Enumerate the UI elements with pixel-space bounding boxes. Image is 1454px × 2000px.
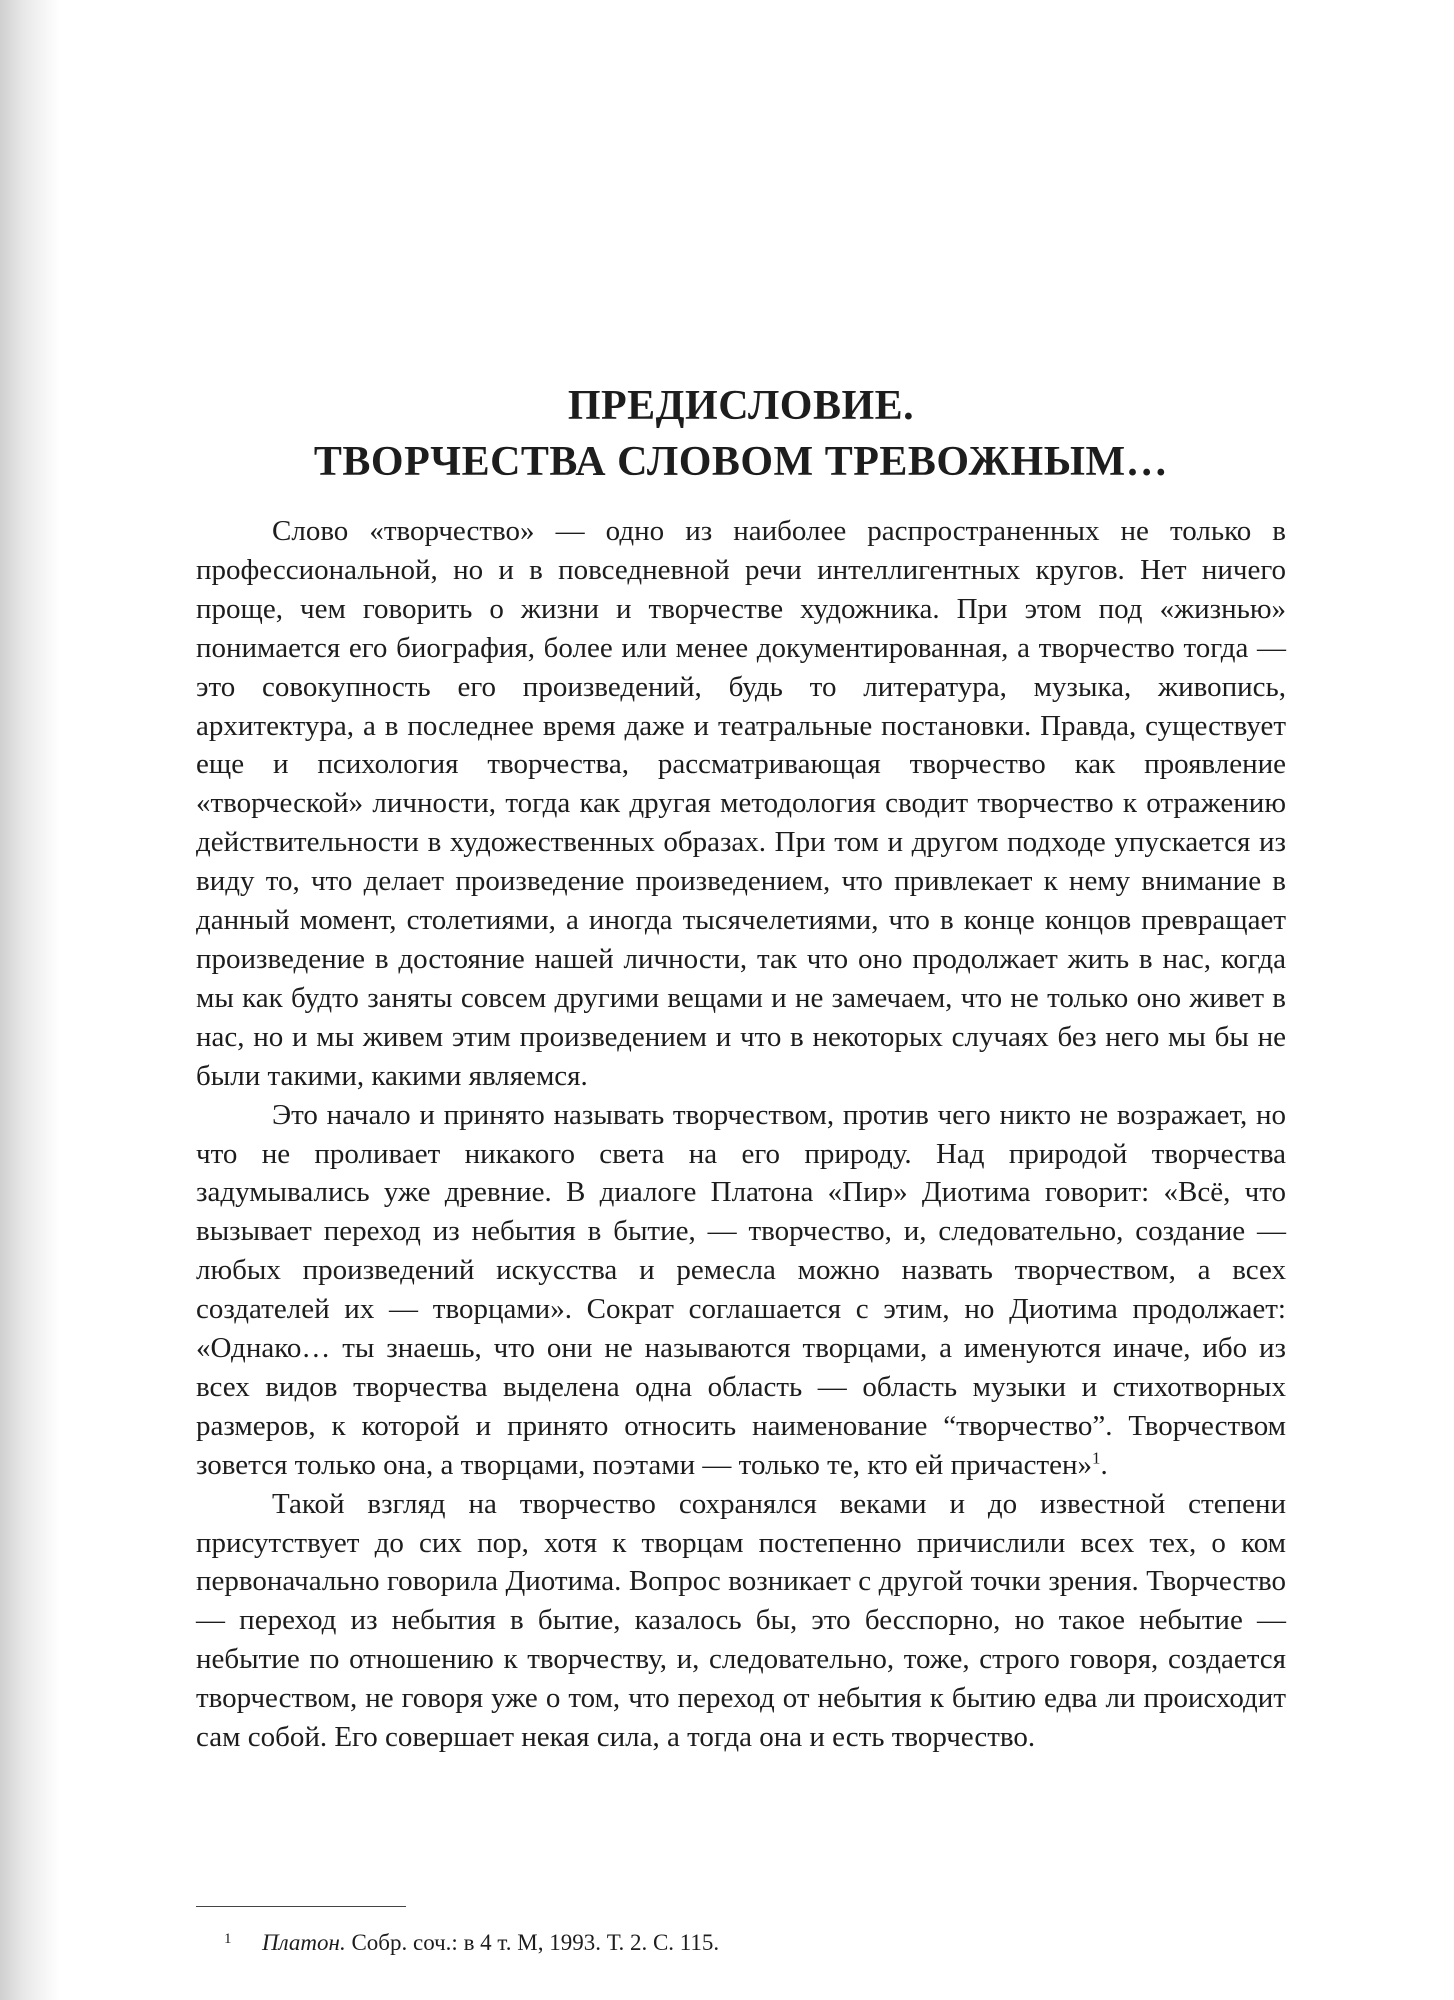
paragraph-2-text: Это начало и принято называть творчеством, против чего никто не возражает, но что не проливает никакого света на его природу. Над природой творчества задумывались уже древние. В диалоге Платона «Пир» Диотима говорит: «Всё, что вызывает переход из небытия в бытие, — творчество, и, следовательно, создание — любых произведений искусства и ремесла можно назвать творчеством, а всех создателей их — творцами». Сократ соглашается с этим, но Диотима продолжает: «Однако… ты знаешь, что они не называются творцами, а именуются иначе, ибо из всех видов творчества выделена одна область — область музыки и стихотворных размеров, к которой и принято относить наименование “творчество”. Творчеством зовется только она, а творцами, поэтами — только те, кто ей причастен» bbox=[196, 1098, 1286, 1481]
chapter-title bbox=[196, 378, 1286, 490]
body-text bbox=[196, 512, 1286, 1757]
footnote-author: Платон. bbox=[262, 1930, 346, 1955]
paragraph-1: Слово «творчество» — одно из наиболее распространенных не только в профессиональной, но и в повседневной речи интеллигентных кругов. Нет ничего проще, чем говорить о жизни и творчестве художника. При этом под «жизнью» понимается его биография, более или менее документированная, а творчество тогда — это совокупность его произведений, будь то литература, музыка, живопись, архитектура, а в последнее время даже и театральные постановки. Правда, существует еще и психология творчества, рассматривающая творчество как проявление «творческой» личности, тогда как другая методология сводит творчество к отражению действительности в художественных образах. При том и другом подходе упускается из виду то, что делает произведение произведением, что привлекает к нему внимание в данный момент, столетиями, а иногда тысячелетиями, что в конце концов превращает произведение в достояние нашей личности, так что оно продолжает жить в нас, когда мы как будто заняты совсем другими вещами и не замечаем, что не только оно живет в нас, но и мы живем этим произведением и что в некоторых случаях без него мы бы не были такими, какими являемся. bbox=[196, 515, 1286, 1092]
chapter-title-line-1: ПРЕДИСЛОВИЕ. bbox=[567, 383, 915, 429]
footnote-text: Собр. соч.: в 4 т. М, 1993. Т. 2. С. 115. bbox=[345, 1930, 720, 1955]
chapter-title-line-2: ТВОРЧЕСТВА СЛОВОМ ТРЕВОЖНЫМ… bbox=[313, 439, 1169, 485]
paragraph-2: Это начало и принято называть творчеством, против чего никто не возражает, но что не проливает никакого света на его природу. Над природой творчества задумывались уже древние. В диалоге Платона «Пир» Диотима говорит: «Всё, что вызывает переход из небытия в бытие, — творчество, и, следовательно, создание — любых произведений искусства и ремесла можно назвать творчеством, а всех создателей их — творцами». Сократ соглашается с этим, но Диотима продолжает: «Однако… ты знаешь, что они не называются творцами, а именуются иначе, ибо из всех видов творчества выделена одна область — область музыки и стихотворных размеров, к которой и принято относить наименование “творчество”. Творчеством зовется только она, а творцами, поэтами — только те, кто ей причастен»$^1$. bbox=[196, 1098, 1286, 1481]
footnote-divider bbox=[196, 1906, 406, 1907]
spine-shadow bbox=[0, 0, 60, 2000]
footnote-number: 1 bbox=[224, 1931, 232, 1947]
page-content bbox=[196, 378, 1286, 1757]
footnote bbox=[224, 1928, 719, 1958]
footnote-reference: 1 bbox=[1092, 1448, 1101, 1468]
paragraph-3: Такой взгляд на творчество сохранялся веками и до известной степени присутствует до сих пор, хотя к творцам постепенно причислили всех тех, о ком первоначально говорила Диотима. Вопрос возникает с другой точки зрения. Творчество — переход из небытия в бытие, казалось бы, это бесспорно, но такое небытие — небытие по отношению к творчеству, и, следовательно, тоже, строго говоря, создается творчеством, не говоря уже о том, что переход от небытия к бытию едва ли происходит сам собой. Его совершает некая сила, а тогда она и есть творчество. bbox=[196, 1487, 1286, 1754]
